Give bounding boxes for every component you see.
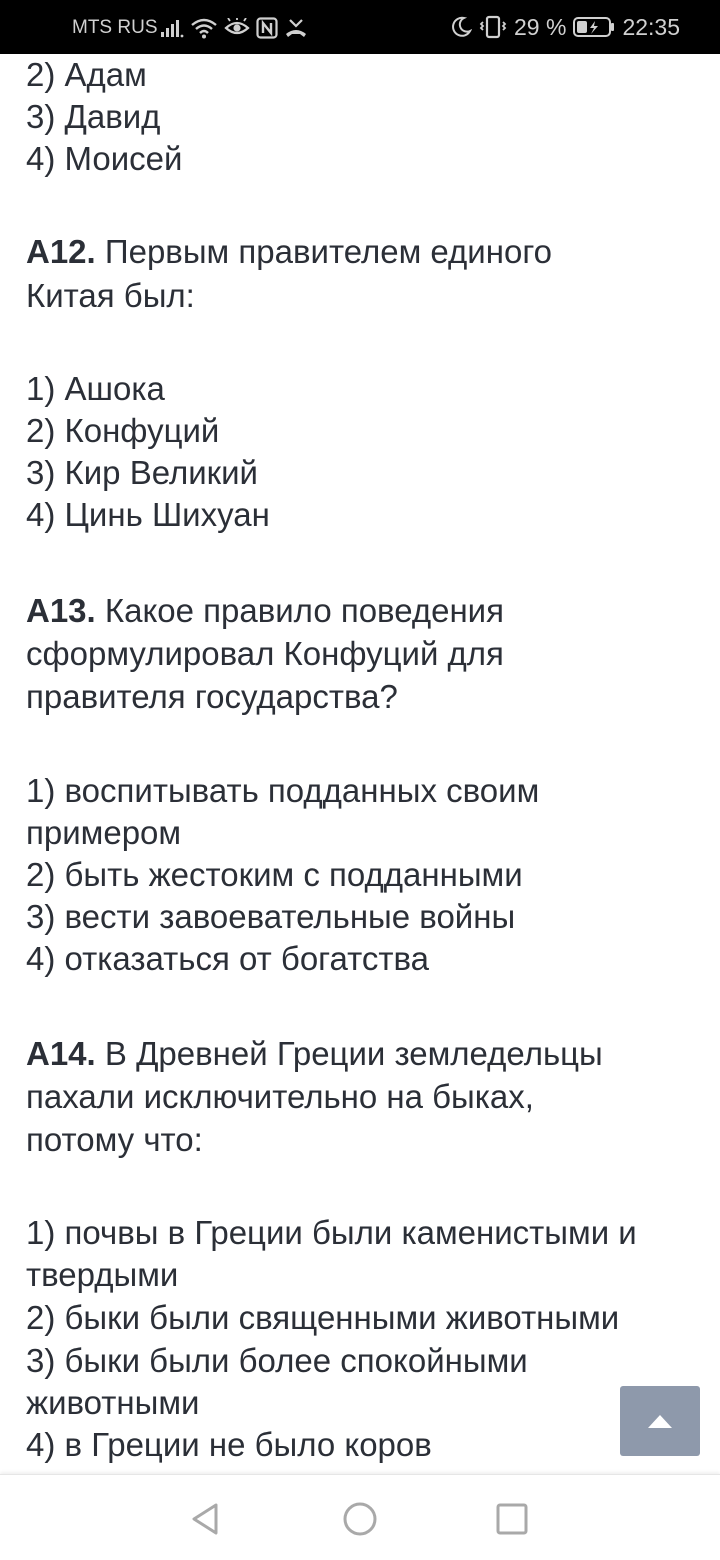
eye-icon [224,18,250,38]
question-text: пахали исключительно на быках, [26,1078,534,1115]
answer-option: животными [26,1384,200,1421]
answer-option: 2) быть жестоким с подданными [26,856,523,893]
article-content[interactable] [0,54,720,1474]
question-text: сформулировал Конфуций для [26,635,504,672]
moon-icon [450,16,472,38]
answer-option: 4) отказаться от богатства [26,940,429,977]
answer-option: 2) Адам [26,56,147,93]
question-number: A13. [26,592,96,629]
answer-option: 3) Кир Великий [26,454,258,491]
recent-apps-icon [492,1499,532,1539]
battery-icon [573,16,615,38]
answer-option: 3) быки были более спокойными [26,1342,528,1379]
answer-option: 3) Давид [26,98,161,135]
signal-icon [160,18,184,38]
answer-option: твердыми [26,1256,179,1293]
home-button[interactable] [340,1499,380,1539]
wifi-icon [190,17,218,39]
answer-option: 4) Моисей [26,140,183,177]
scroll-to-top-button[interactable] [620,1386,700,1456]
question-text: В Древней Греции земледельцы [95,1035,603,1072]
status-icons-right [450,12,680,42]
battery-percent: 29 % [514,13,567,40]
recent-apps-button[interactable] [492,1499,532,1539]
question-number: A14. [26,1035,96,1072]
back-button[interactable] [186,1499,226,1539]
answer-option: 4) Цинь Шихуан [26,496,270,533]
question-text: Первым правителем единого [95,233,552,270]
question-text: Китая был: [26,277,195,314]
question-a13-text [26,590,504,632]
question-text: правителя государства? [26,678,398,715]
navigation-bar [0,1474,720,1560]
clock: 22:35 [622,13,680,40]
back-icon [186,1499,226,1539]
answer-option: 1) воспитывать подданных своим [26,772,540,809]
nfc-icon [256,17,278,39]
question-number: A12. [26,233,96,270]
vibrate-icon [479,15,507,39]
answer-option: 1) почвы в Греции были каменистыми и [26,1214,637,1251]
answer-option: примером [26,814,182,851]
question-text: Какое правило поведения [95,592,504,629]
arrow-up-icon [647,1413,673,1429]
answer-option: 4) в Греции не было коров [26,1426,432,1463]
status-bar [0,0,720,54]
answer-option: 3) вести завоевательные войны [26,898,516,935]
question-text: потому что: [26,1121,203,1158]
carrier-label: MTS RUS [72,17,158,38]
question-a12-text [26,231,552,273]
missed-call-icon [284,17,308,39]
question-a14-text [26,1033,603,1075]
home-icon [340,1499,380,1539]
status-icons-left [160,14,308,42]
answer-option: 1) Ашока [26,370,165,407]
answer-option: 2) быки были священными животными [26,1299,620,1336]
answer-option: 2) Конфуций [26,412,220,449]
